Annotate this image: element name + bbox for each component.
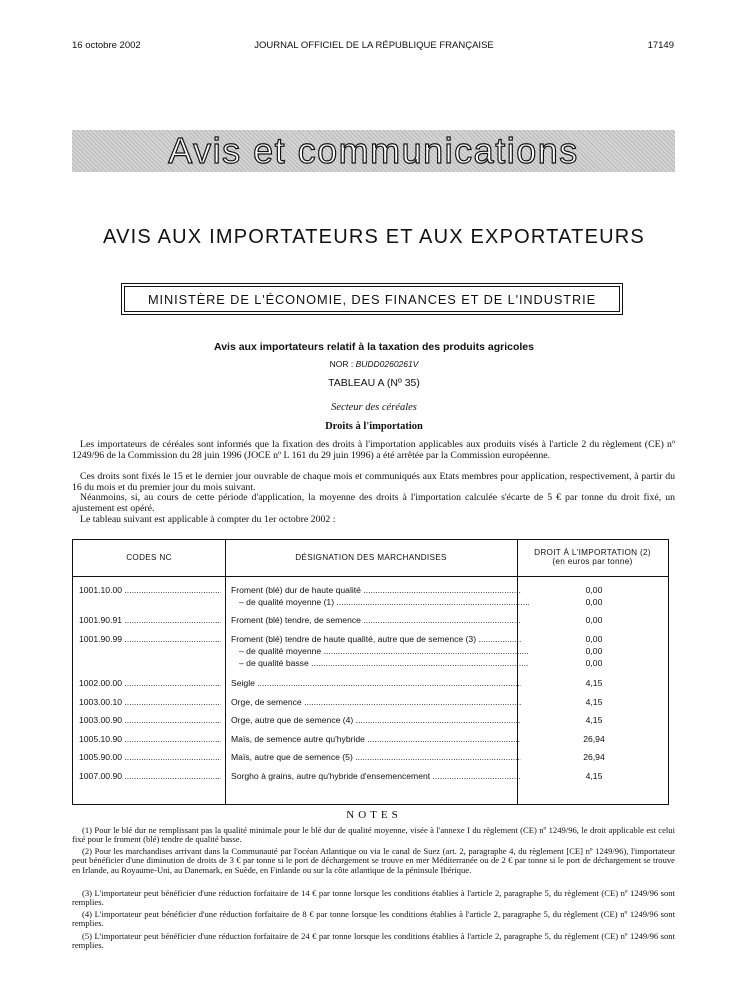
- paragraph-1: Les importateurs de céréales sont informés que la fixation des droits à l'importation applicables aux produits visés à l'article 2 du règlement (CE) nº 1249/96 de la Commission du 28 juin 1996 (JOCE nº L 161 du 29 juin 1996) a été arrêtée par la Commission européenne.: [72, 439, 675, 461]
- row-duty: 4,15: [585, 771, 603, 781]
- header-divider: [73, 576, 668, 577]
- header-duty-unit: (en euros par tonne): [552, 557, 633, 566]
- row-duty: 4,15: [585, 678, 603, 688]
- banner-title: Avis et communications: [168, 130, 579, 171]
- row-duty: 0,00: [585, 615, 603, 625]
- row-designation: Froment (blé) tendre, de semence .....: [231, 615, 521, 625]
- row-designation: Maïs, de semence autre qu'hybride .....: [231, 734, 521, 744]
- duties-heading: Droits à l'importation: [325, 421, 423, 432]
- row-designation: Orge, autre que de semence (4) .....: [231, 715, 521, 725]
- row-designation: Froment (blé) tendre de haute qualité, autre que de semence (3) .....: [231, 634, 521, 644]
- header-duty: [517, 548, 668, 566]
- paragraph-2: Ces droits sont fixés le 15 et le dernier jour ouvrable de chaque mois et communiqués aux Etats membres pour application, respectivement, à partir du 16 du mois et du premier jour du mois suivant.: [72, 471, 675, 493]
- row-designation: Sorgho à grains, autre qu'hybride d'ensemencement .....: [231, 771, 521, 781]
- page-number: 17149: [647, 40, 674, 51]
- section-title: AVIS AUX IMPORTATEURS ET AUX EXPORTATEURS: [103, 226, 645, 248]
- duties-table: [72, 539, 669, 805]
- column-divider: [517, 540, 518, 804]
- row-duty: 0,00: [585, 658, 603, 668]
- note-3: (3) L'importateur peut bénéficier d'une réduction forfaitaire de 14 € par tonne lorsque les conditions établies à l'article 2, paragraphe 5, du règlement (CE) nº 1249/96 sont remplies.: [72, 888, 675, 908]
- sector-heading: Secteur des céréales: [331, 402, 417, 413]
- row-code: 1001.90.99 .....: [79, 634, 221, 644]
- nor-reference: [0, 359, 748, 369]
- row-duty: 26,94: [583, 734, 605, 744]
- row-duty: 0,00: [585, 646, 603, 656]
- notice-title: Avis aux importateurs relatif à la taxation des produits agricoles: [214, 341, 534, 353]
- note-1: (1) Pour le blé dur ne remplissant pas la qualité minimale pour le blé dur de qualité moyenne, visée à l'annexe I du règlement (CE) nº 1249/96, le droit applicable est celui fixé pour le froment (blé) tendre de qualité basse.: [72, 825, 675, 845]
- header-duty-label: DROIT À L'IMPORTATION (2): [534, 548, 651, 557]
- row-code: 1005.10.90 .....: [79, 734, 221, 744]
- row-code: 1003.00.10 .....: [79, 697, 221, 707]
- ministry-box: MINISTÈRE DE L'ÉCONOMIE, DES FINANCES ET DE L'INDUSTRIE: [124, 286, 620, 312]
- row-duty: 4,15: [585, 715, 603, 725]
- notes-title: NOTES: [346, 809, 402, 821]
- nor-value: BUDD0260261V: [355, 359, 419, 369]
- paragraph-4: Le tableau suivant est applicable à compter du 1er octobre 2002 :: [80, 514, 336, 525]
- row-designation: Seigle .....: [231, 678, 521, 688]
- row-designation: Froment (blé) dur de haute qualité .....: [231, 585, 521, 595]
- journal-title: JOURNAL OFFICIEL DE LA RÉPUBLIQUE FRANÇAISE: [254, 40, 494, 51]
- note-4: (4) L'importateur peut bénéficier d'une réduction forfaitaire de 8 € par tonne lorsque les conditions établies à l'article 2, paragraphe 5, du règlement (CE) nº 1249/96 sont remplies.: [72, 909, 675, 929]
- row-code: 1001.90.91 .....: [79, 615, 221, 625]
- row-code: 1001.10.00 .....: [79, 585, 221, 595]
- header-date: 16 octobre 2002: [72, 40, 141, 51]
- row-designation: Maïs, autre que de semence (5) .....: [231, 752, 521, 762]
- row-duty: 0,00: [585, 585, 603, 595]
- header-designation: DÉSIGNATION DES MARCHANDISES: [295, 553, 447, 562]
- row-code: 1002.00.00 .....: [79, 678, 221, 688]
- row-duty: 4,15: [585, 697, 603, 707]
- column-divider: [225, 540, 226, 804]
- row-duty: 0,00: [585, 634, 603, 644]
- row-duty: 0,00: [585, 597, 603, 607]
- row-designation: – de qualité moyenne .....: [239, 646, 529, 656]
- row-designation: Orge, de semence .....: [231, 697, 521, 707]
- tableau-heading: TABLEAU A (Nº 35): [328, 377, 420, 389]
- note-2: (2) Pour les marchandises arrivant dans la Communauté par l'océan Atlantique ou via le canal de Suez (art. 2, paragraphe 4, du règlement [CE] nº 1249/96), l'importateur peut bénéficier d'une diminution de droits de 3 € par tonne si le port de déchargement se trouve en mer Méditerranée ou de 2 € par tonne si le port de déchargement se trouve en Irlande, au Royaume-Uni, au Danemark, en Suède, en Finlande ou sur la côte atlantique de la péninsule Ibérique.: [72, 846, 675, 875]
- paragraph-3: Néanmoins, si, au cours de cette période d'application, la moyenne des droits à l'importation calculée s'écarte de 5 € par tonne du droit fixé, un ajustement est opéré.: [72, 492, 675, 514]
- row-code: 1007.00.90 .....: [79, 771, 221, 781]
- nor-label: NOR :: [329, 359, 354, 369]
- note-5: (5) L'importateur peut bénéficier d'une réduction forfaitaire de 24 € par tonne lorsque les conditions établies à l'article 2, paragraphe 5, du règlement (CE) nº 1249/96 sont remplies.: [72, 931, 675, 951]
- row-designation: – de qualité basse .....: [239, 658, 529, 668]
- row-code: 1003.00.90 .....: [79, 715, 221, 725]
- row-code: 1005.90.00 .....: [79, 752, 221, 762]
- row-duty: 26,94: [583, 752, 605, 762]
- row-designation: – de qualité moyenne (1) .....: [239, 597, 529, 607]
- header-codes: CODES NC: [126, 553, 172, 562]
- section-banner: [72, 130, 675, 172]
